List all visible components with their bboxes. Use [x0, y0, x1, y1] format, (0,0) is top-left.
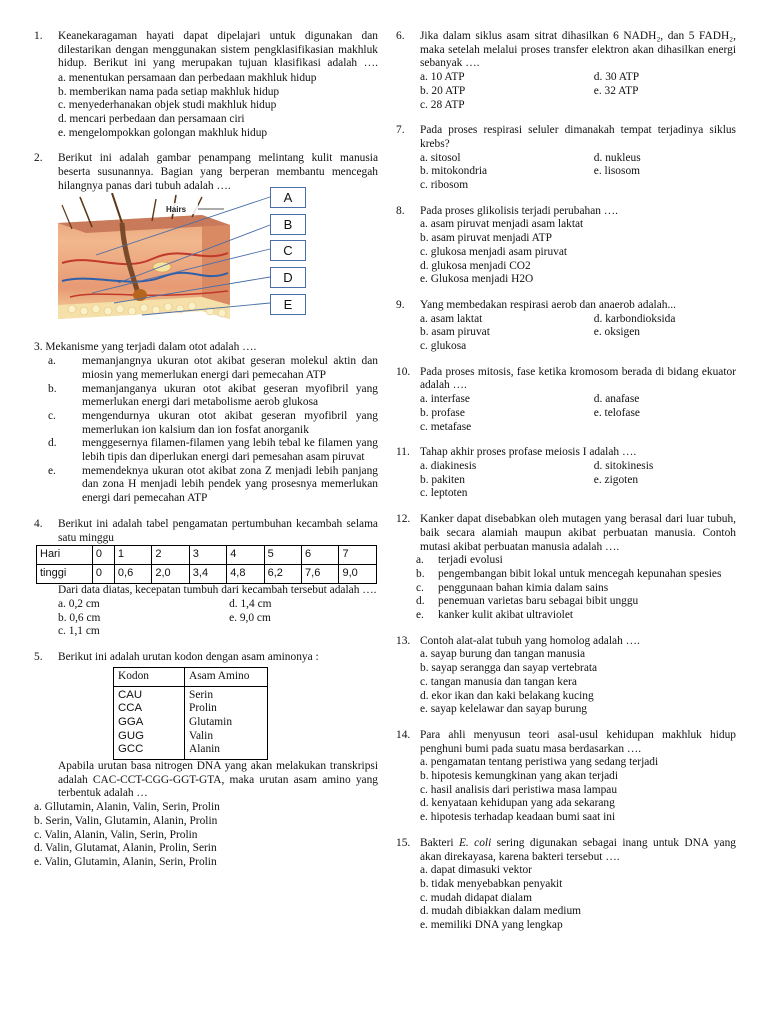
option-d[interactable]: d. 30 ATP — [593, 71, 640, 84]
label-box-c: C — [270, 240, 306, 261]
question-text: Keanekaragaman hayati dapat dipelajari untuk digunakan dan dilestarikan dengan menggunakan sistem pengklasifikasian makhluk hidup. Berikut ini yang merupakan tujuan klasifikasi adalah …. — [58, 30, 378, 70]
question-number: 12. — [396, 513, 411, 526]
codon-table — [113, 667, 268, 760]
question-text: Pada proses mitosis, fase ketika kromosom berada di bidang ekuator adalah …. — [420, 365, 736, 392]
option-a[interactable]: a. diakinesis — [420, 459, 477, 472]
option-e[interactable]: e. kanker kulit akibat ultraviolet — [416, 609, 574, 622]
question-text: Para ahli menyusun teori asal-usul kehidupan makhluk hidup penghuni bumi pada suatu masa berdasarkan …. — [420, 728, 736, 755]
option-c[interactable]: c. mudah didapat dialam — [420, 891, 532, 904]
option-b[interactable]: b. 0,6 cm — [58, 611, 101, 624]
growth-table — [36, 545, 377, 584]
question-11 — [396, 446, 736, 501]
question-text: Jika dalam siklus asam sitrat dihasilkan 6 NADH₂, dan 5 FADH₂, maka setelah melalui proses transfer elektron akan dihasilkan energi sebanyak …. — [420, 30, 736, 70]
option-d[interactable]: d. menggesernya filamen-filamen yang lebih tebal ke filamen yang lebih tipis dan diperlukan energi dari pemesahan asam piruvat — [48, 437, 378, 464]
option-c[interactable]: c. penggunaan bahan kimia dalam sains — [416, 581, 609, 594]
options — [34, 355, 378, 506]
question-text: Kanker dapat disebabkan oleh mutagen yang berasal dari luar tubuh, baik secara alamiah maupun akibat perbuatan manusia. Contoh mutasi akibat perbuatan manusia adalah …. — [420, 513, 736, 553]
table-cell: Hari — [37, 546, 93, 565]
question-7 — [396, 124, 736, 193]
option-c[interactable]: c. hasil analisis dari peristiwa masa lampau — [420, 783, 618, 796]
option-b[interactable]: b. mitokondria — [420, 165, 488, 178]
question-9 — [396, 299, 736, 354]
question-number: 11. — [396, 446, 410, 459]
question-text: Pada proses glikolisis terjadi perubahan …. — [420, 204, 619, 217]
question-number: 7. — [396, 124, 405, 137]
question-text: Berikut ini adalah tabel pengamatan pertumbuhan kecambah selama satu minggu — [58, 517, 378, 544]
option-b[interactable]: b. hipotesis kemungkinan yang akan terjadi — [420, 770, 619, 783]
question-6 — [396, 30, 736, 112]
option-e[interactable]: e. lisosom — [593, 165, 640, 178]
option-e[interactable]: e. mengelompokkan golongan makhluk hidup — [58, 126, 268, 139]
option-b[interactable]: b. Serin, Valin, Glutamin, Alanin, Prolin — [34, 814, 218, 827]
question-number: 15. — [396, 836, 411, 849]
species-name: E. coli — [458, 836, 492, 849]
option-c[interactable]: c. Valin, Alanin, Valin, Serin, Prolin — [34, 828, 198, 841]
option-d[interactable]: d. mudah dibiakkan dalam medium — [420, 905, 582, 918]
question-13 — [396, 635, 736, 717]
table-cell: 0 — [92, 565, 114, 584]
table-cell: 3 — [189, 546, 226, 565]
question-8 — [396, 205, 736, 287]
option-e[interactable]: e. hipotesis terhadap keadaan bumi saat ini — [420, 811, 616, 824]
option-d[interactable]: d. sitokinesis — [593, 459, 654, 472]
question-1 — [34, 30, 378, 140]
option-c[interactable]: c. leptoten — [420, 487, 468, 500]
question-text: Berikut ini adalah gambar penampang melintang kulit manusia beserta susunannya. Bagian yang berperan membantu mencegah hilangnya panas dari tubuh adalah …. — [58, 152, 378, 192]
option-a[interactable]: a. asam piruvat menjadi asam laktat — [420, 218, 584, 231]
option-a[interactable]: a. 10 ATP — [420, 71, 465, 84]
question-number: 13. — [396, 634, 411, 647]
question-text: Pada proses respirasi seluler dimanakah tempat terjadinya siklus krebs? — [420, 124, 736, 150]
table-row — [37, 546, 377, 565]
table-cell: 9,0 — [339, 565, 377, 584]
table-cell: 0,6 — [114, 565, 151, 584]
option-d[interactable]: d. penemuan varietas baru sebagai bibit unggu — [416, 595, 639, 608]
option-e[interactable]: e. oksigen — [593, 326, 640, 339]
label-box-e: E — [270, 294, 306, 315]
table-row — [114, 686, 268, 760]
option-a[interactable]: a. pengamatan tentang peristiwa yang sedang terjadi — [420, 756, 659, 769]
question-text: Tahap akhir proses profase meiosis I adalah …. — [420, 446, 637, 459]
option-d[interactable]: d. kenyataan kehidupan yang ada sekarang — [420, 797, 615, 810]
skin-figure — [52, 190, 378, 333]
option-e[interactable]: e. memendeknya ukuran otot akibat zona Z menjadi lebih panjang dan zona H menjadi lebih pendek yang prosesnya memerlukan energi dari pemecahan ATP — [48, 464, 378, 505]
question-number: 9. — [396, 298, 405, 311]
table-row — [37, 565, 377, 584]
option-c[interactable]: c. menyederhanakan objek studi makhluk hidup — [58, 99, 277, 112]
table-header: Asam Amino — [185, 667, 268, 686]
options — [34, 801, 378, 870]
option-d[interactable]: d. karbondioksida — [593, 312, 676, 325]
table-row — [114, 667, 268, 686]
option-d[interactable]: d. ekor ikan dan kaki belakang kucing — [420, 689, 594, 702]
option-b[interactable]: b. asam piruvat — [420, 326, 490, 339]
codon-list: CAU CCA GGA GUG GCC — [114, 686, 185, 760]
question-2 — [34, 152, 378, 333]
question-number: 2. — [34, 152, 43, 165]
table-cell: 1 — [114, 546, 151, 565]
question-5 — [34, 651, 378, 870]
options — [420, 71, 736, 112]
table-cell: 2,0 — [152, 565, 189, 584]
option-c[interactable]: c. glukosa menjadi asam piruvat — [420, 245, 568, 258]
label-box-d: D — [270, 267, 306, 288]
option-d[interactable]: d. glukosa menjadi CO2 — [420, 259, 531, 272]
option-b[interactable]: b. 20 ATP — [420, 84, 466, 97]
option-e[interactable]: e. telofase — [593, 406, 640, 419]
option-e[interactable]: e. sayap kelelawar dan sayap burung — [420, 703, 587, 716]
table-cell: 4 — [227, 546, 264, 565]
question-text-2: Apabila urutan basa nitrogen DNA yang akan melakukan transkripsi adalah CAC-CCT-CGG-GGT-GTA, maka urutan asam amino yang terbentuk adalah … — [58, 760, 378, 800]
table-cell: 3,4 — [189, 565, 226, 584]
question-10 — [396, 366, 736, 435]
option-c[interactable]: c. tangan manusia dan tangan kera — [420, 675, 577, 688]
option-a[interactable]: a. memanjangnya ukuran otot akibat geseran molekul aktin dan miosin yang memerlukan energi dari pemecahan ATP — [48, 355, 378, 381]
question-number: 6. — [396, 30, 405, 42]
options — [420, 393, 736, 434]
option-b[interactable]: b. memberikan nama pada setiap makhluk hidup — [58, 85, 280, 98]
option-a[interactable]: a. menentukan persamaan dan perbedaan makhluk hidup — [58, 71, 317, 84]
option-c[interactable]: c. glukosa — [420, 340, 467, 353]
left-column — [34, 30, 378, 882]
options — [420, 218, 736, 287]
option-b[interactable]: b. memanjanganya ukuran otot akibat geseran myofibril yang memerlukan energi dari metabolisme aerob glukosa — [48, 382, 378, 409]
option-d[interactable]: d. 1,4 cm — [229, 597, 272, 610]
option-a[interactable]: a. Gllutamin, Alanin, Valin, Serin, Prolin — [34, 801, 220, 814]
option-c[interactable]: c. metafase — [420, 420, 472, 433]
option-c[interactable]: c. 28 ATP — [420, 98, 465, 111]
option-d[interactable]: d. anafase — [593, 393, 640, 406]
options — [420, 460, 736, 501]
question-number: 14. — [396, 728, 411, 741]
option-b[interactable]: b. asam piruvat menjadi ATP — [420, 232, 552, 245]
option-d[interactable]: d. Valin, Glutamat, Alanin, Prolin, Serin — [34, 842, 217, 855]
skin-cross-section-image — [52, 193, 352, 333]
question-text: Contoh alat-alat tubuh yang homolog adalah …. — [420, 634, 640, 647]
right-column — [396, 30, 736, 945]
question-4 — [34, 518, 378, 639]
option-e[interactable]: e. zigoten — [593, 473, 639, 486]
table-cell: 6,2 — [264, 565, 301, 584]
options — [420, 648, 736, 717]
table-cell: 7,6 — [302, 565, 339, 584]
question-15 — [396, 837, 736, 933]
option-a[interactable]: a. dapat dimasuki vektor — [420, 864, 532, 877]
question-text: Bakteri E. coli sering digunakan sebagai inang untuk DNA yang akan direkayasa, karena bakteri tersebut …. — [420, 836, 736, 863]
question-text: Yang membedakan respirasi aerob dan anaerob adalah... — [420, 298, 676, 311]
table-cell: 5 — [264, 546, 301, 565]
question-12 — [396, 513, 736, 623]
option-a[interactable]: a. asam laktat — [420, 312, 483, 325]
table-cell: 4,8 — [227, 565, 264, 584]
options — [58, 598, 348, 639]
options — [416, 554, 736, 623]
hairs-label: Hairs — [166, 205, 187, 215]
table-cell: tinggi — [37, 565, 93, 584]
question-number: 10. — [396, 365, 411, 378]
label-box-a: A — [270, 187, 306, 208]
option-c[interactable]: c. ribosom — [420, 179, 469, 192]
option-a[interactable]: a. sayap burung dan tangan manusia — [420, 648, 586, 661]
options — [420, 756, 736, 825]
options — [420, 313, 736, 354]
option-b[interactable]: b. profase — [420, 406, 465, 419]
question-number: 5. — [34, 651, 43, 664]
question-text-2: Dari data diatas, kecepatan tumbuh dari kecambah tersebut adalah …. — [58, 584, 377, 597]
label-box-b: B — [270, 214, 306, 235]
option-b[interactable]: b. pakiten — [420, 473, 465, 486]
option-e[interactable]: e. Glukosa menjadi H2O — [420, 273, 534, 286]
option-c[interactable]: c. mengendurnya ukuran otot akibat geseran myofibril yang memerlukan ion kalsium dan ion fosfat anorganik — [48, 409, 378, 436]
option-a[interactable]: a. sitosol — [420, 151, 461, 164]
option-b[interactable]: b. sayap serangga dan sayap vertebrata — [420, 662, 598, 675]
options — [420, 152, 736, 193]
amino-list: Serin Prolin Glutamin Valin Alanin — [185, 686, 268, 760]
question-number: 1. — [34, 30, 43, 42]
question-number: 4. — [34, 517, 43, 530]
option-c[interactable]: c. 1,1 cm — [58, 625, 100, 638]
question-number: 8. — [396, 204, 405, 217]
table-header: Kodon — [114, 667, 185, 686]
option-b[interactable]: b. tidak menyebabkan penyakit — [420, 877, 563, 890]
option-e[interactable]: e. memiliki DNA yang lengkap — [420, 919, 563, 932]
table-cell: 2 — [152, 546, 189, 565]
option-e[interactable]: e. 32 ATP — [593, 84, 639, 97]
option-d[interactable]: d. mencari perbedaan dan persamaan ciri — [58, 112, 245, 125]
option-a[interactable]: a. 0,2 cm — [58, 597, 100, 610]
table-cell: 0 — [92, 546, 114, 565]
question-14 — [396, 729, 736, 825]
question-number: 3. — [34, 341, 43, 354]
question-3 — [34, 341, 378, 505]
question-text: Berikut ini adalah urutan kodon dengan asam aminonya : — [58, 651, 319, 664]
table-cell: 7 — [339, 546, 377, 565]
option-a[interactable]: a. interfase — [420, 393, 470, 406]
table-cell: 6 — [302, 546, 339, 565]
option-d[interactable]: d. nukleus — [593, 151, 641, 164]
option-a[interactable]: a. terjadi evolusi — [416, 554, 503, 567]
option-e[interactable]: e. 9,0 cm — [229, 611, 271, 624]
question-text: Mekanisme yang terjadi dalam otot adalah …. — [45, 341, 257, 354]
options — [420, 864, 736, 933]
option-b[interactable]: b. pengembangan bibit lokal untuk mencegah kepunahan spesies — [416, 567, 722, 580]
option-e[interactable]: e. Valin, Glutamin, Alanin, Serin, Prolin — [34, 855, 217, 868]
